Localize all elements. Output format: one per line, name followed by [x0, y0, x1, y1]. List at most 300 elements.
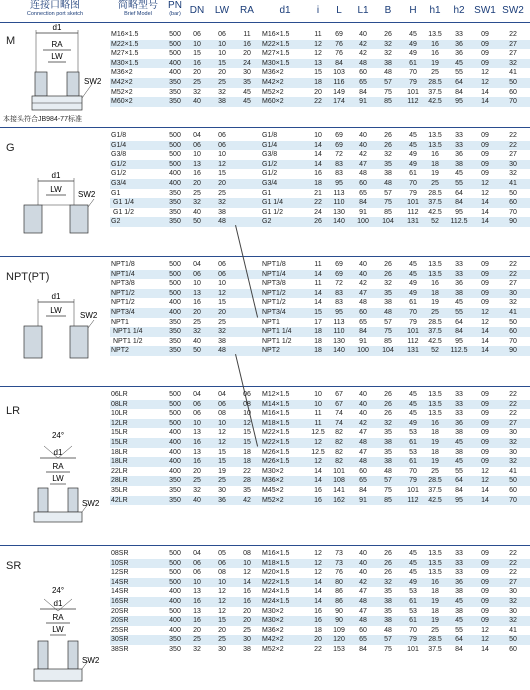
table-cell: 84: [359, 487, 367, 494]
table-cell: 09: [481, 261, 489, 268]
table-cell: 16: [314, 170, 322, 178]
table-cell: 15: [243, 439, 251, 446]
table-cell: 12: [481, 79, 489, 86]
table-cell: 90: [335, 607, 343, 615]
table-cell: 12: [314, 40, 322, 48]
table-cell: 12: [481, 189, 489, 197]
table-cell: 45: [409, 400, 417, 408]
table-cell: 162: [333, 496, 345, 504]
table-cell: 25: [218, 189, 226, 197]
table-cell: 26: [384, 550, 392, 557]
table-cell: 47: [359, 429, 367, 437]
table-cell: 74: [335, 410, 343, 418]
table-cell: M42×2: [262, 636, 284, 644]
table-cell: 13: [193, 160, 201, 168]
table-cell: 65: [359, 189, 367, 197]
table-cell: 55: [455, 69, 463, 77]
table-cell: 15: [193, 50, 201, 58]
table-cell: 75: [384, 328, 392, 336]
table-cell: 48: [359, 299, 367, 307]
table-cell: 38: [384, 458, 392, 466]
table-cell: 350: [169, 208, 181, 216]
table-cell: 400: [169, 626, 181, 634]
table-cell: 75: [384, 646, 392, 653]
table-cell: 47: [359, 607, 367, 615]
table-cell: 350: [169, 477, 181, 485]
table-cell: 350: [169, 487, 181, 494]
table-cell: 67: [335, 400, 343, 408]
table-cell: 82: [335, 439, 343, 446]
table-cell: 65: [359, 477, 367, 485]
table-cell: 14: [314, 598, 322, 605]
table-cell: 09: [481, 439, 489, 446]
table-cell: 400: [169, 170, 181, 178]
table-cell: 38: [384, 170, 392, 178]
table-cell: 26: [384, 569, 392, 577]
table-cell: 32: [384, 50, 392, 58]
table-cell: 20: [314, 636, 322, 644]
table-cell: 25: [431, 69, 439, 77]
sketch-lr: [8, 428, 108, 528]
table-cell: NPT3/8: [111, 280, 135, 288]
table-cell: 14: [481, 88, 489, 96]
header-sketch: [0, 0, 110, 22]
table-row: [0, 390, 530, 400]
header-pn-sub: (bar): [169, 11, 181, 17]
table-cell: 64: [455, 318, 463, 326]
table-cell: 14SR: [111, 578, 129, 586]
table-cell: 14: [314, 477, 322, 485]
table-cell: 20: [218, 309, 226, 316]
table-cell: 06: [243, 391, 251, 398]
table-cell: 25: [193, 318, 201, 326]
table-cell: 18: [243, 458, 251, 466]
table-cell: 22: [509, 569, 517, 577]
table-cell: G1/2: [111, 170, 127, 178]
table-cell: NPT3/4: [262, 309, 286, 316]
table-cell: 12: [218, 607, 226, 615]
table-cell: 74: [335, 419, 343, 427]
table-row: [0, 260, 530, 270]
table-cell: G1 1/2: [113, 208, 135, 216]
table-cell: 70: [409, 467, 417, 475]
table-cell: 350: [169, 88, 181, 96]
table-cell: 10: [314, 400, 322, 408]
table-cell: 69: [335, 141, 343, 149]
table-cell: 48: [359, 439, 367, 446]
table-cell: G3/4: [262, 180, 278, 187]
table-cell: NPT1/2: [111, 289, 135, 297]
table-cell: 104: [382, 347, 394, 355]
table-cell: NPT1 1/4: [113, 328, 143, 336]
header-d1: d1: [279, 5, 291, 16]
table-cell: 35: [384, 160, 392, 168]
table-cell: 112: [407, 98, 419, 106]
table-cell: 149: [333, 88, 345, 96]
table-cell: 120: [333, 636, 345, 644]
table-cell: 10: [314, 132, 322, 139]
table-cell: 60: [359, 467, 367, 475]
table-cell: 113: [333, 189, 345, 197]
table-cell: 85: [384, 337, 392, 345]
table-cell: 12: [314, 439, 322, 446]
table-cell: 13: [193, 448, 201, 456]
table-cell: 22: [243, 467, 251, 475]
table-cell: 22: [509, 261, 517, 268]
table-cell: M52×2: [262, 88, 284, 96]
table-cell: 13.5: [428, 132, 442, 139]
table-cell: 110: [333, 328, 345, 336]
table-cell: NPT1/2: [111, 299, 135, 307]
table-cell: 10LR: [111, 410, 128, 418]
table-cell: 30: [218, 646, 226, 653]
table-cell: 10: [193, 578, 201, 586]
table-cell: 500: [169, 400, 181, 408]
table-cell: 16: [193, 458, 201, 466]
table-cell: 06: [193, 410, 201, 418]
table-cell: 500: [169, 289, 181, 297]
table-cell: 18: [431, 448, 439, 456]
table-cell: 33: [455, 270, 463, 278]
table-cell: 25SR: [111, 626, 129, 634]
table-cell: 20: [193, 180, 201, 187]
table-cell: 45: [409, 569, 417, 577]
table-cell: 13.5: [428, 569, 442, 577]
table-cell: 14: [314, 141, 322, 149]
header-sw1: SW1: [474, 5, 496, 16]
table-cell: 12: [314, 550, 322, 557]
table-cell: NPT1/4: [262, 270, 286, 278]
table-cell: 13.5: [428, 261, 442, 268]
table-cell: 13: [193, 429, 201, 437]
table-cell: 38: [384, 598, 392, 605]
table-cell: 400: [169, 598, 181, 605]
table-cell: 174: [333, 98, 345, 106]
table-cell: 09: [481, 289, 489, 297]
table-cell: 16: [193, 59, 201, 67]
table-cell: 20: [243, 607, 251, 615]
table-cell: 06: [218, 400, 226, 408]
table-cell: 15LR: [111, 439, 128, 446]
table-cell: 12: [218, 160, 226, 168]
table-cell: 16: [314, 607, 322, 615]
table-cell: 27: [509, 151, 517, 159]
table-cell: 65: [359, 318, 367, 326]
table-cell: M16×1.5: [262, 410, 290, 418]
table-cell: 24: [243, 59, 251, 67]
table-cell: 500: [169, 132, 181, 139]
table-cell: 32: [193, 646, 201, 653]
table-cell: 49: [409, 578, 417, 586]
table-cell: 83: [335, 289, 343, 297]
table-cell: 20SR: [111, 607, 129, 615]
table-cell: 84: [335, 59, 343, 67]
table-cell: 15: [218, 617, 226, 625]
table-cell: 16: [431, 40, 439, 48]
table-cell: 108: [333, 477, 345, 485]
table-cell: 48: [359, 59, 367, 67]
table-cell: 13: [193, 607, 201, 615]
table-cell: 65: [359, 636, 367, 644]
table-cell: M16×1.5: [262, 31, 290, 38]
table-cell: 42.5: [428, 98, 442, 106]
table-cell: 500: [169, 50, 181, 58]
table-cell: 40: [359, 391, 367, 398]
table-cell: 08: [218, 410, 226, 418]
table-cell: 32: [218, 328, 226, 336]
table-cell: 10: [243, 410, 251, 418]
table-cell: 12: [218, 598, 226, 605]
table-cell: M30×2: [262, 607, 284, 615]
table-cell: 49: [409, 289, 417, 297]
table-cell: 38SR: [111, 646, 129, 653]
sketch-lr-sw2: SW2: [82, 499, 100, 508]
table-cell: 38: [243, 646, 251, 653]
table-cell: 64: [455, 79, 463, 86]
table-cell: 47: [359, 448, 367, 456]
table-cell: M30×2: [262, 617, 284, 625]
table-cell: 15: [218, 170, 226, 178]
table-cell: 21: [314, 189, 322, 197]
table-cell: 38: [384, 59, 392, 67]
table-cell: 79: [409, 79, 417, 86]
table-cell: 33: [455, 400, 463, 408]
table-cell: 40: [359, 270, 367, 278]
table-cell: 30: [509, 289, 517, 297]
table-cell: 64: [455, 189, 463, 197]
table-cell: 20: [314, 88, 322, 96]
table-cell: 500: [169, 151, 181, 159]
table-cell: 14: [481, 347, 489, 355]
table-cell: NPT1/2: [262, 289, 286, 297]
table-cell: 18: [314, 347, 322, 355]
table-cell: 45: [409, 270, 417, 278]
sketch-npt-sw2: SW2: [80, 311, 98, 320]
table-cell: 15: [243, 429, 251, 437]
table-cell: 91: [359, 98, 367, 106]
table-cell: 22: [509, 391, 517, 398]
table-cell: 52: [431, 218, 439, 226]
table-cell: 112: [407, 208, 419, 216]
table-cell: 32: [509, 458, 517, 466]
table-cell: 350: [169, 318, 181, 326]
table-cell: 45: [455, 598, 463, 605]
table-cell: 153: [333, 646, 345, 653]
table-cell: 20: [243, 617, 251, 625]
table-cell: 06LR: [111, 391, 128, 398]
table-cell: 30: [509, 607, 517, 615]
table-cell: 60: [509, 88, 517, 96]
table-cell: 350: [169, 199, 181, 207]
table-cell: M27×1.5: [262, 50, 290, 58]
table-cell: 06: [218, 31, 226, 38]
table-cell: 70: [409, 626, 417, 634]
table-cell: M42×2: [262, 79, 284, 86]
table-cell: 16: [431, 50, 439, 58]
table-cell: 32: [509, 598, 517, 605]
table-cell: 10: [218, 419, 226, 427]
table-row: [0, 568, 530, 578]
table-cell: 50: [509, 79, 517, 86]
table-cell: NPT1 1/2: [262, 337, 292, 345]
table-cell: 400: [169, 309, 181, 316]
table-cell: 140: [333, 347, 345, 355]
table-cell: G3/8: [111, 151, 127, 159]
table-cell: 60: [359, 626, 367, 634]
table-cell: 12LR: [111, 419, 128, 427]
table-cell: 28: [243, 477, 251, 485]
table-row: [0, 150, 530, 160]
table-cell: 112: [407, 337, 419, 345]
table-cell: 500: [169, 261, 181, 268]
table-cell: 47: [359, 289, 367, 297]
table-cell: 69: [335, 270, 343, 278]
table-cell: 400: [169, 180, 181, 187]
table-cell: 27: [509, 280, 517, 288]
table-cell: 09: [481, 429, 489, 437]
table-cell: 350: [169, 328, 181, 336]
table-cell: 38: [455, 588, 463, 596]
table-cell: 45: [455, 617, 463, 625]
table-cell: 83: [335, 160, 343, 168]
table-cell: 95: [335, 309, 343, 316]
table-cell: 08: [218, 569, 226, 577]
table-cell: 18: [243, 448, 251, 456]
table-cell: 25: [193, 636, 201, 644]
table-cell: 12: [314, 569, 322, 577]
table-cell: 16: [193, 299, 201, 307]
table-cell: 500: [169, 160, 181, 168]
table-cell: 350: [169, 636, 181, 644]
table-cell: 53: [409, 429, 417, 437]
table-cell: 09: [481, 270, 489, 278]
table-cell: M24×1.5: [262, 588, 290, 596]
table-cell: 79: [409, 636, 417, 644]
table-cell: [234, 337, 260, 347]
table-cell: 15: [218, 299, 226, 307]
table-cell: M14×1.5: [262, 400, 290, 408]
table-cell: 19: [431, 299, 439, 307]
table-cell: G1/4: [111, 141, 127, 149]
table-cell: 36: [455, 419, 463, 427]
table-cell: 10: [243, 559, 251, 567]
table-cell: 38: [218, 98, 226, 106]
table-cell: 84: [455, 487, 463, 494]
table-cell: 400: [169, 458, 181, 466]
table-cell: M27×1.5: [111, 50, 139, 58]
table-cell: 52: [431, 347, 439, 355]
table-cell: 12: [218, 588, 226, 596]
table-cell: 350: [169, 98, 181, 106]
table-cell: 84: [455, 328, 463, 336]
table-cell: 27: [509, 40, 517, 48]
table-cell: 09: [481, 458, 489, 466]
table-cell: 49: [409, 151, 417, 159]
table-cell: 45: [455, 59, 463, 67]
table-cell: 400: [169, 467, 181, 475]
table-cell: 14: [481, 208, 489, 216]
table-cell: 06: [193, 141, 201, 149]
table-cell: 70: [409, 69, 417, 77]
table-cell: 16: [431, 578, 439, 586]
header-pn: [166, 0, 184, 22]
table-cell: 14: [481, 328, 489, 336]
table-cell: 26: [384, 31, 392, 38]
table-cell: 30SR: [111, 636, 129, 644]
table-cell: 40: [359, 31, 367, 38]
table-cell: 84: [359, 646, 367, 653]
table-cell: 42: [359, 151, 367, 159]
table-cell: 50: [193, 218, 201, 226]
table-cell: 15: [218, 59, 226, 67]
table-cell: 84: [455, 199, 463, 207]
table-cell: [234, 217, 260, 227]
table-cell: 26: [384, 270, 392, 278]
table-cell: 27: [509, 419, 517, 427]
table-cell: 13.5: [428, 550, 442, 557]
table-cell: 70: [409, 309, 417, 316]
sketch-npt: [8, 292, 108, 370]
table-cell: 33: [455, 559, 463, 567]
table-cell: G1/8: [111, 132, 127, 139]
table-cell: 20: [218, 69, 226, 77]
table-cell: 19: [431, 439, 439, 446]
table-cell: 22: [314, 98, 322, 106]
section-divider: [0, 545, 530, 546]
table-cell: 50: [509, 636, 517, 644]
section-name-m: M: [6, 35, 16, 47]
table-cell: 500: [169, 607, 181, 615]
sketch-npt-lw: LW: [50, 306, 62, 315]
table-cell: 32: [509, 59, 517, 67]
table-cell: 15: [218, 448, 226, 456]
table-cell: 101: [333, 467, 345, 475]
table-cell: 500: [169, 410, 181, 418]
table-cell: 64: [455, 636, 463, 644]
table-cell: 09: [481, 588, 489, 596]
section-divider: [0, 127, 530, 128]
table-cell: 47: [359, 160, 367, 168]
table-cell: 45: [409, 261, 417, 268]
table-cell: 30: [509, 160, 517, 168]
table-row: [0, 549, 530, 559]
table-cell: 14: [481, 218, 489, 226]
table-cell: M18×1.5: [262, 559, 290, 567]
table-cell: 25: [218, 318, 226, 326]
table-cell: 83: [335, 299, 343, 307]
table-cell: 33: [455, 31, 463, 38]
table-cell: 85: [384, 98, 392, 106]
table-cell: 14: [314, 289, 322, 297]
table-cell: 13.5: [428, 559, 442, 567]
table-cell: 60: [359, 309, 367, 316]
table-cell: 84: [455, 646, 463, 653]
table-cell: 09: [481, 419, 489, 427]
table-cell: 100: [357, 218, 369, 226]
table-cell: M20×1.5: [262, 569, 290, 577]
table-cell: 12: [481, 636, 489, 644]
table-cell: 09: [481, 569, 489, 577]
table-cell: 400: [169, 69, 181, 77]
table-cell: G3/8: [262, 151, 278, 159]
table-cell: NPT1/2: [262, 299, 286, 307]
table-cell: 11: [314, 31, 322, 38]
table-cell: 69: [335, 132, 343, 139]
table-cell: 35: [384, 607, 392, 615]
table-cell: 57: [384, 318, 392, 326]
table-cell: 20: [193, 69, 201, 77]
table-cell: 40: [193, 98, 201, 106]
